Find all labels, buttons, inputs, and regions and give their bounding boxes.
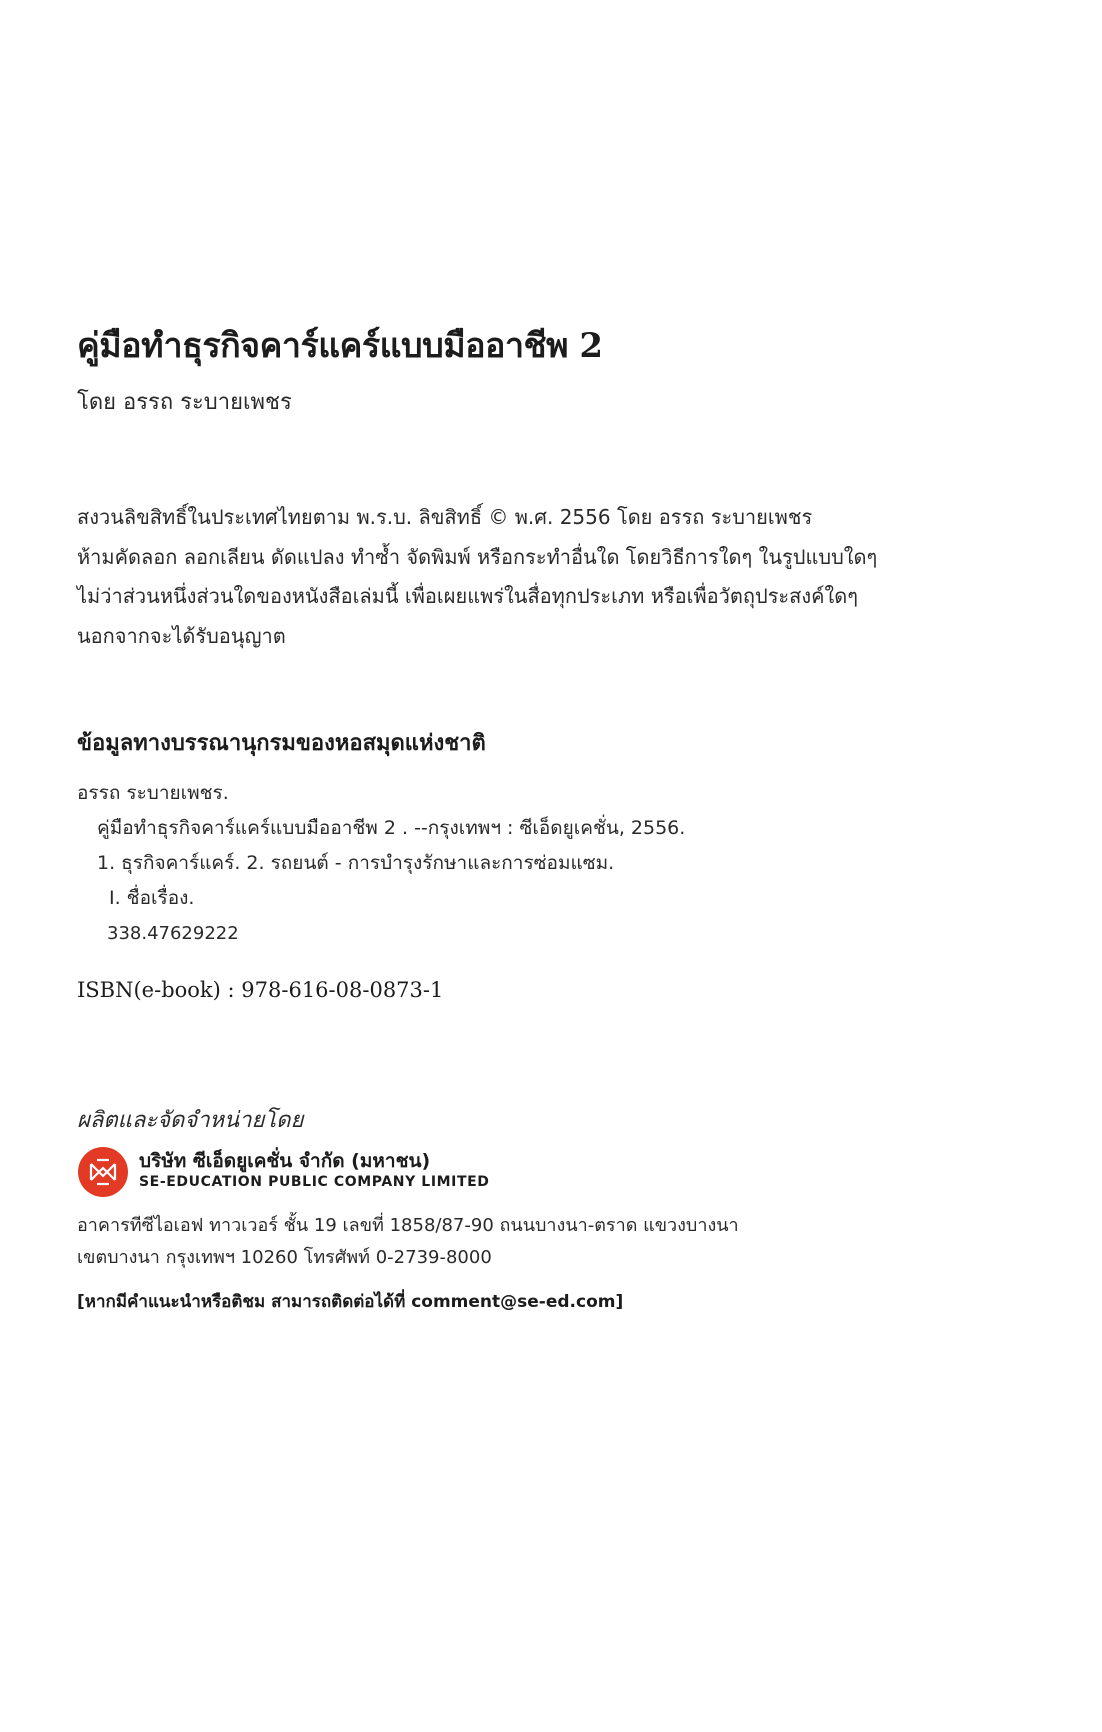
cip-record [77, 776, 685, 951]
feedback-contact: [หากมีคำแนะนำหรือติชม สามารถติดต่อได้ที่ comment@se-ed.com] [77, 1292, 624, 1312]
cip-subjects: 1. ธุรกิจคาร์แคร์. 2. รถยนต์ - การบำรุงรักษาและการซ่อมแซม. [97, 852, 615, 874]
publisher-logo-block [77, 1146, 677, 1202]
publisher-name-english: SE-EDUCATION PUBLIC COMPANY LIMITED [139, 1174, 490, 1190]
cip-author: อรรถ ระบายเพชร. [77, 782, 229, 804]
cip-imprint: คู่มือทำธุรกิจคาร์แคร์แบบมืออาชีพ 2 . --กรุงเทพฯ : ซีเอ็ดยูเคชั่น, 2556. [97, 817, 686, 839]
cip-title-entry: I. ชื่อเรื่อง. [109, 887, 195, 909]
isbn: ISBN(e-book) : 978-616-08-0873-1 [77, 978, 444, 1002]
author-byline: โดย อรรถ ระบายเพชร [77, 390, 292, 415]
copyright-line: นอกจากจะได้รับอนุญาต [77, 623, 286, 648]
se-ed-logo-icon [77, 1146, 129, 1198]
copyright-line: สงวนลิขสิทธิ์ในประเทศไทยตาม พ.ร.บ. ลิขสิทธิ์ © พ.ศ. 2556 โดย อรรถ ระบายเพชร [77, 505, 813, 529]
publisher-name-thai: บริษัท ซีเอ็ดยูเคชั่น จำกัด (มหาชน) [139, 1150, 431, 1172]
copyright-line: ห้ามคัดลอก ลอกเลียน ดัดแปลง ทำซ้ำ จัดพิมพ์ หรือกระทำอื่นใด โดยวิธีการใดๆ ในรูปแบบใดๆ [77, 544, 878, 569]
copyright-notice [77, 498, 877, 656]
copyright-line: ไม่ว่าส่วนหนึ่งส่วนใดของหนังสือเล่มนี้ เพื่อเผยแพร่ในสื่อทุกประเภท หรือเพื่อวัตถุประสงค์ใดๆ [77, 584, 859, 608]
publisher-address [77, 1210, 739, 1274]
cip-class-number: 338.47629222 [107, 923, 239, 944]
cip-heading: ข้อมูลทางบรรณานุกรมของหอสมุดแห่งชาติ [77, 731, 486, 756]
distributed-by-label: ผลิตและจัดจำหน่ายโดย [77, 1108, 304, 1133]
address-line: เขตบางนา กรุงเทพฯ 10260 โทรศัพท์ 0-2739-8000 [77, 1247, 492, 1268]
address-line: อาคารทีซีไอเอฟ ทาวเวอร์ ชั้น 19 เลขที่ 1858/87-90 ถนนบางนา-ตราด แขวงบางนา [77, 1215, 739, 1236]
book-title: คู่มือทำธุรกิจคาร์แคร์แบบมืออาชีพ 2 [77, 326, 603, 366]
